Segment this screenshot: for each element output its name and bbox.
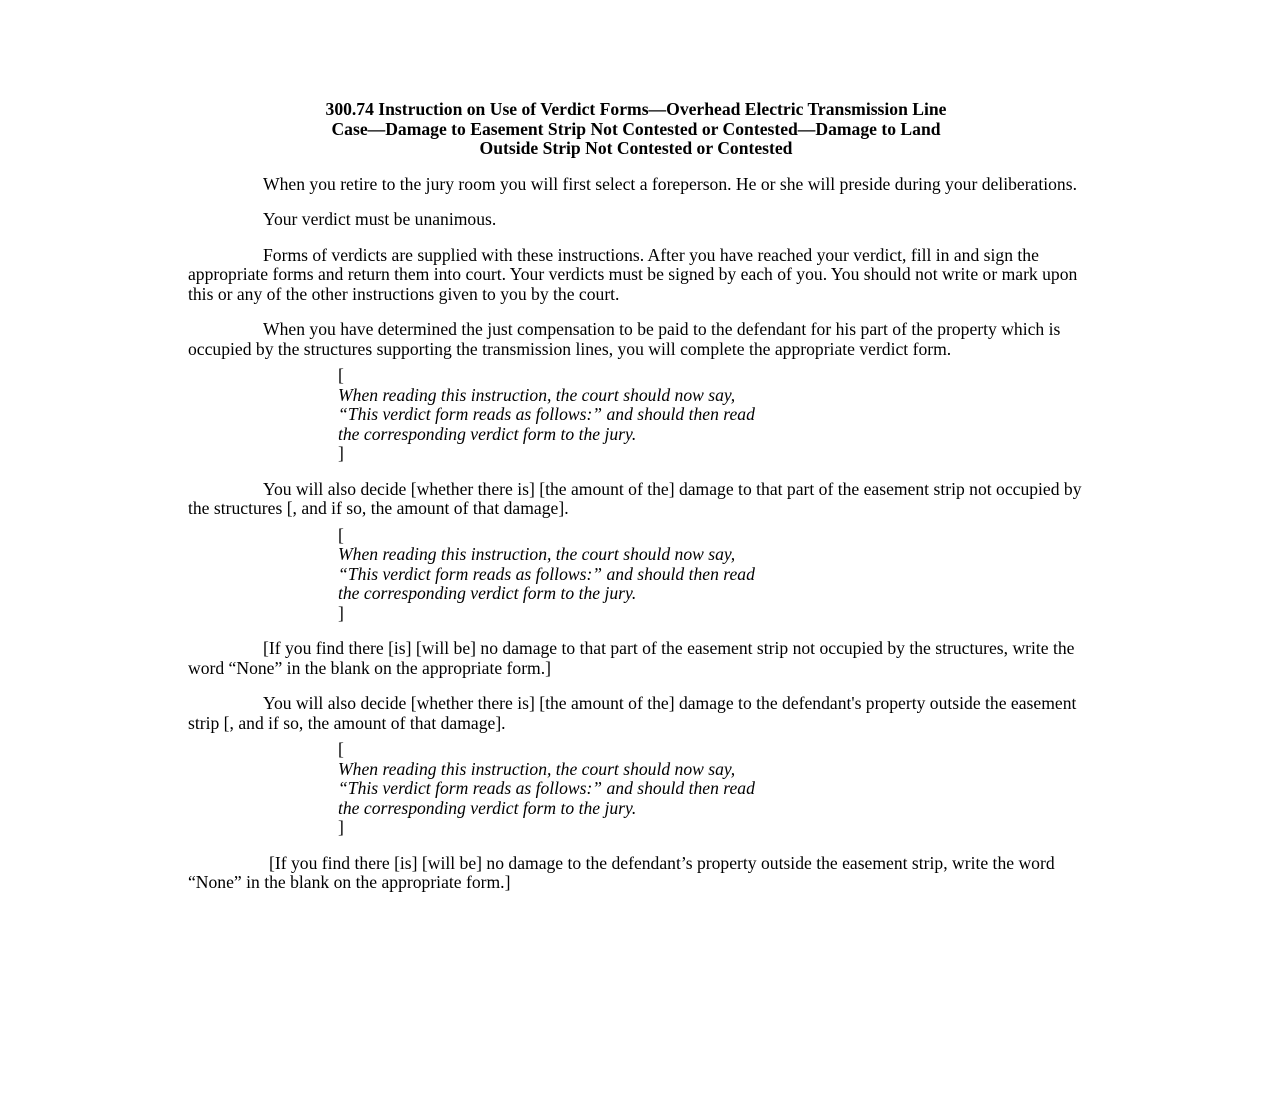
court-note-line: the corresponding verdict form to the jury. ] [338,423,637,463]
court-note-line: the corresponding verdict form to the jury. ] [338,797,637,837]
document-page [188,100,1084,909]
title-line: Outside Strip Not Contested or Contested [479,138,793,158]
paragraph-easement-none: [If you find there [is] [will be] no damage to that part of the easement strip not occupied by the structures, write the word “None” in the blank on the appropriate form.] [188,638,1075,678]
paragraph-foreperson: When you retire to the jury room you will first select a foreperson. He or she will preside during your deliberations. [263,173,1077,194]
instruction-title [188,100,1084,159]
court-note [338,366,940,464]
court-note-line: “This verdict form reads as follows:” and should then read [338,404,755,424]
title-line: 300.74 Instruction on Use of Verdict Forms—Overhead Electric Transmission Line [325,99,947,119]
paragraph-unanimous: Your verdict must be unanimous. [263,209,497,229]
court-note [338,526,940,624]
court-note-line: “This verdict form reads as follows:” and should then read [338,778,755,798]
court-note-line: [ When reading this instruction, the court should now say, [338,365,736,405]
court-note-line: the corresponding verdict form to the jury. ] [338,583,637,623]
court-note-line: [ When reading this instruction, the court should now say, [338,524,736,564]
court-note [338,740,940,838]
title-line: Case—Damage to Easement Strip Not Contested or Contested—Damage to Land [331,118,941,139]
court-note-line: [ When reading this instruction, the court should now say, [338,739,736,779]
paragraph-verdict-forms: Forms of verdicts are supplied with these instructions. After you have reached your verdict, fill in and sign the appropriate forms and return them into court. Your verdicts must be signed by each of you. You should not write or mark upon this or any of the other instructions given to you by the court. [188,244,1078,304]
paragraph-outside-damage: You will also decide [whether there is] [the amount of the] damage to the defendant's property outside the easement strip [, and if so, the amount of that damage]. [188,693,1077,733]
paragraph-easement-damage: You will also decide [whether there is] [the amount of the] damage to that part of the easement strip not occupied by the structures [, and if so, the amount of that damage]. [188,478,1082,518]
paragraph-just-compensation: When you have determined the just compensation to be paid to the defendant for his part of the property which is occupied by the structures supporting the transmission lines, you will complete the appropriate verdict form. [188,319,1061,359]
paragraph-outside-none: [If you find there [is] [will be] no damage to the defendant’s property outside the easement strip, write the word “None” in the blank on the appropriate form.] [188,852,1055,892]
court-note-line: “This verdict form reads as follows:” and should then read [338,563,755,584]
